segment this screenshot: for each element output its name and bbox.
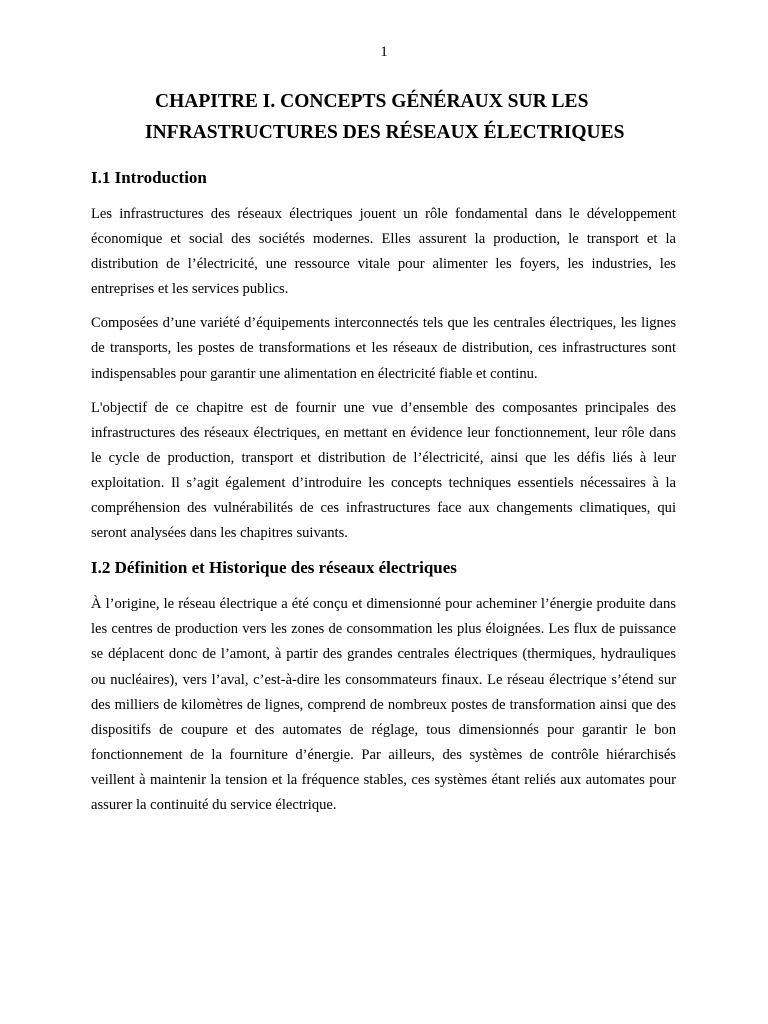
- document-body: [91, 166, 676, 818]
- chapter-title-line-1: CHAPITRE I. CONCEPTS GÉNÉRAUX SUR LES: [155, 91, 589, 112]
- paragraph: À l’origine, le réseau électrique a été conçu et dimensionné pour acheminer l’énergie produite dans les centres de production vers les zones de consommation les plus éloignées. Les flux de puissance se déplacent donc de l’amont, à partir des grandes centrales électriques (thermiques, hydrauliques ou nucléaires), vers l’aval, c’est-à-dire les consommateurs finaux. Le réseau électrique s’étend sur des milliers de kilomètres de lignes, comprend de nombreux postes de transformation ainsi que des dispositifs de coupure et des automates de réglage, tous dimensionnés pour garantir le bon fonctionnement de la fourniture d’énergie. Par ailleurs, des systèmes de contrôle hiérarchisés veillent à maintenir la tension et la fréquence stables, ces systèmes étant reliés aux automates pour assurer la continuité du service électrique.: [91, 596, 676, 813]
- paragraph: Les infrastructures des réseaux électriques jouent un rôle fondamental dans le développement économique et social des sociétés modernes. Elles assurent la production, le transport et la distribution de l’électricité, une ressource vitale pour alimenter les foyers, les industries, les entreprises et les services publics.: [91, 206, 676, 298]
- section-heading-introduction: I.1 Introduction: [91, 168, 207, 187]
- chapter-title: [60, 86, 750, 148]
- page-number: 1: [380, 44, 388, 60]
- paragraph: Composées d’une variété d’équipements interconnectés tels que les centrales électriques, les lignes de transports, les postes de transformations et les réseaux de distribution, ces infrastructures sont indispensables pour garantir une alimentation en électricité fiable et continu.: [91, 315, 676, 382]
- chapter-title-line-2: INFRASTRUCTURES DES RÉSEAUX ÉLECTRIQUES: [145, 122, 625, 143]
- paragraph: L'objectif de ce chapitre est de fournir une vue d’ensemble des composantes principales des infrastructures des réseaux électriques, en mettant en évidence leur fonctionnement, leur rôle dans le cycle de production, transport et distribution de l’électricité, ainsi que les défis liés à leur exploitation. Il s’agit également d’introduire les concepts techniques essentiels nécessaires à la compréhension des vulnérabilités de ces infrastructures face aux changements climatiques, qui seront analysées dans les chapitres suivants.: [91, 399, 676, 542]
- section-heading-definition-historique: I.2 Définition et Historique des réseaux électriques: [91, 558, 457, 578]
